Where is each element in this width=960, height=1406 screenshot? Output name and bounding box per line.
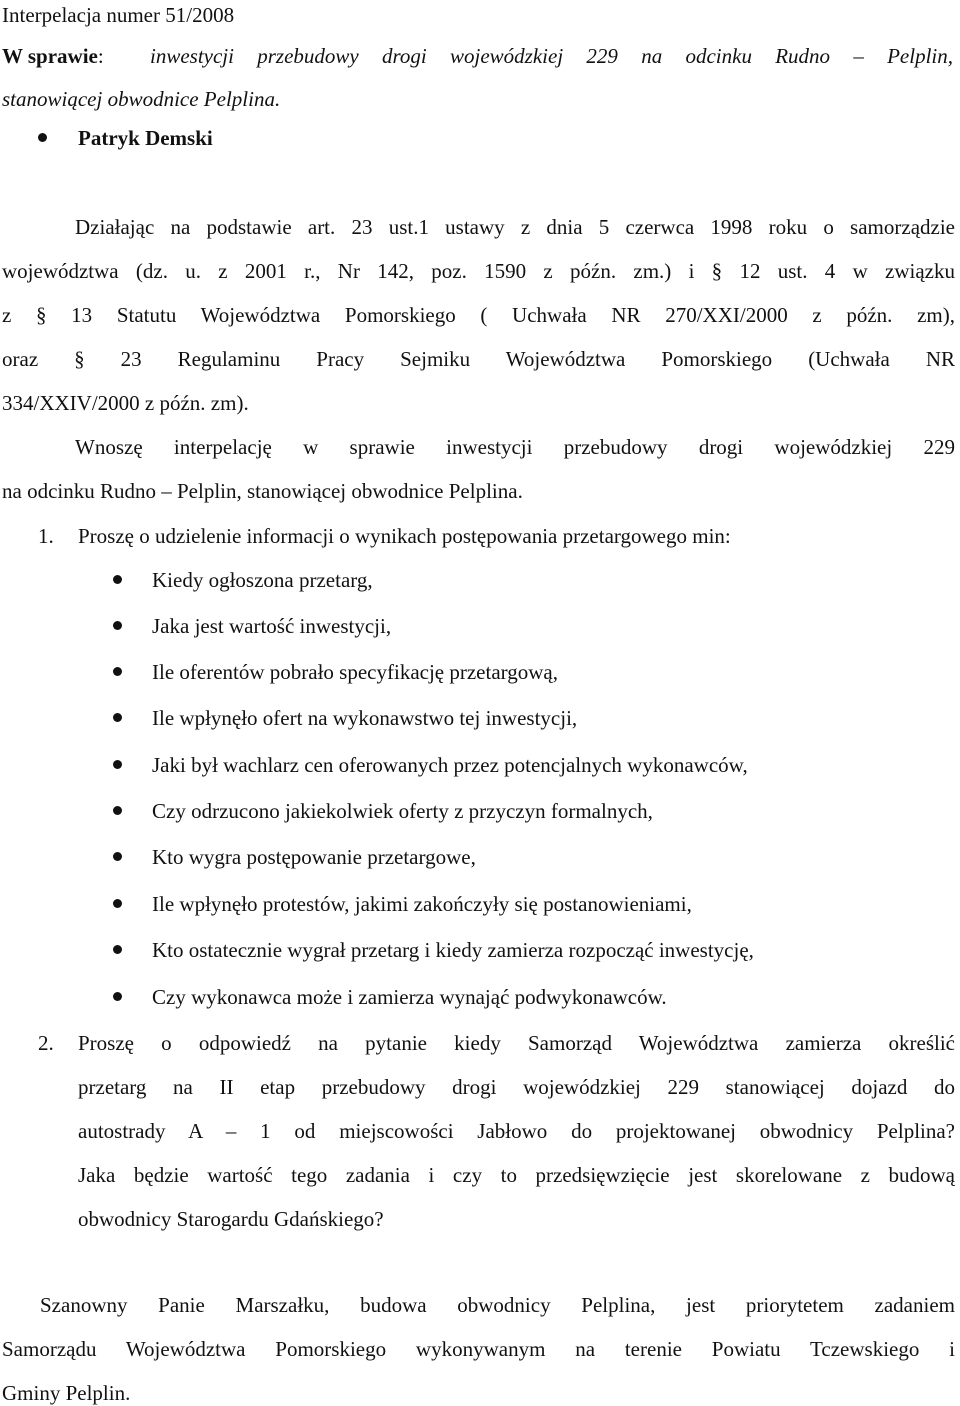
bullet-icon	[113, 945, 122, 954]
point-2-line-4: Jaka będzie wartość tego zadania i czy to przedsięwzięcie jest skorelowane z budową	[78, 1163, 955, 1187]
list-item: Czy wykonawca może i zamierza wynająć podwykonawców.	[152, 985, 667, 1009]
closing-line-1: Szanowny Panie Marszałku, budowa obwodnicy Pelplina, jest priorytetem zadaniem	[40, 1293, 955, 1317]
list-item: Ile wpłynęło protestów, jakimi zakończyły się postanowieniami,	[152, 892, 692, 916]
point-1-number: 1.	[38, 524, 54, 548]
point-2-number: 2.	[38, 1031, 54, 1055]
point-1-text: Proszę o udzielenie informacji o wynikach postępowania przetargowego min:	[78, 524, 731, 548]
document-title: Interpelacja numer 51/2008	[2, 3, 235, 27]
list-item: Jaki był wachlarz cen oferowanych przez potencjalnych wykonawców,	[152, 753, 748, 777]
list-item: Czy odrzucono jakiekolwiek oferty z przyczyn formalnych,	[152, 799, 653, 823]
intro-line-5: 334/XXIV/2000 z późn. zm).	[2, 391, 249, 415]
bullet-icon	[113, 575, 122, 584]
intro-line-3: z § 13 Statutu Województwa Pomorskiego ( Uchwała NR 270/XXI/2000 z późn. zm),	[2, 303, 955, 327]
subject-line-1	[2, 43, 104, 69]
point-2-line-1: Proszę o odpowiedź na pytanie kiedy Samorząd Województwa zamierza określić	[78, 1031, 955, 1055]
bullet-icon	[113, 621, 122, 630]
bullet-icon	[113, 899, 122, 908]
subject-colon: :	[97, 44, 104, 68]
list-item: Ile oferentów pobrało specyfikację przetargową,	[152, 660, 559, 684]
author-name: Patryk Demski	[78, 126, 213, 150]
closing-line-3: Gminy Pelplin.	[2, 1381, 131, 1405]
request-line-2: na odcinku Rudno – Pelplin, stanowiącej obwodnice Pelplina.	[2, 479, 523, 503]
list-item: Kiedy ogłoszona przetarg,	[152, 568, 373, 592]
subject-text-line-1: inwestycji przebudowy drogi wojewódzkiej 229 na odcinku Rudno – Pelplin,	[150, 44, 953, 68]
bullet-icon	[113, 713, 122, 722]
closing-line-2: Samorządu Województwa Pomorskiego wykonywanym na terenie Powiatu Tczewskiego i	[2, 1337, 955, 1361]
list-item: Kto wygra postępowanie przetargowe,	[152, 845, 476, 869]
subject-text-line-2: stanowiącej obwodnice Pelplina.	[2, 87, 281, 111]
bullet-icon	[113, 667, 122, 676]
intro-line-2: województwa (dz. u. z 2001 r., Nr 142, poz. 1590 z późn. zm.) i § 12 ust. 4 w związku	[2, 259, 955, 283]
intro-line-4: oraz § 23 Regulaminu Pracy Sejmiku Województwa Pomorskiego (Uchwała NR	[2, 347, 955, 371]
bullet-icon	[113, 760, 122, 769]
point-2-line-3: autostrady A – 1 od miejscowości Jabłowo do projektowanej obwodnicy Pelplina?	[78, 1119, 955, 1143]
request-line-1: Wnoszę interpelację w sprawie inwestycji przebudowy drogi wojewódzkiej 229	[75, 435, 955, 459]
subject-label: W sprawie	[2, 44, 98, 68]
list-item: Jaka jest wartość inwestycji,	[152, 614, 392, 638]
bullet-icon	[113, 852, 122, 861]
list-item: Kto ostatecznie wygrał przetarg i kiedy zamierza rozpocząć inwestycję,	[152, 938, 754, 962]
bullet-icon	[113, 992, 122, 1001]
bullet-icon	[38, 133, 47, 142]
point-2-line-2: przetarg na II etap przebudowy drogi wojewódzkiej 229 stanowiącej dojazd do	[78, 1075, 955, 1099]
bullet-icon	[113, 806, 122, 815]
list-item: Ile wpłynęło ofert na wykonawstwo tej inwestycji,	[152, 706, 578, 730]
point-2-line-5: obwodnicy Starogardu Gdańskiego?	[78, 1207, 384, 1231]
intro-line-1: Działając na podstawie art. 23 ust.1 ustawy z dnia 5 czerwca 1998 roku o samorządzie	[75, 215, 955, 239]
